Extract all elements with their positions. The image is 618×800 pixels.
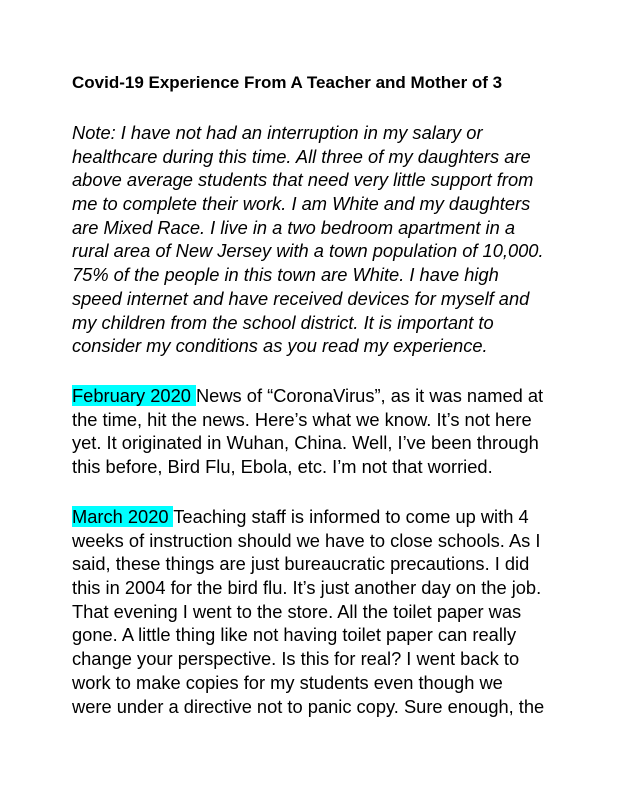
note-line: Note: I have not had an interruption in my salary or bbox=[72, 122, 483, 143]
document-title: Covid-19 Experience From A Teacher and Mother of 3 bbox=[72, 73, 503, 92]
note-line: 75% of the people in this town are White. I have high bbox=[72, 264, 499, 286]
february-line: yet. It originated in Wuhan, China. Well, I’ve been through bbox=[72, 432, 539, 454]
march-line: were under a directive not to panic copy. Sure enough, the bbox=[72, 695, 545, 717]
note-line: rural area of New Jersey with a town population of 10,000. bbox=[72, 240, 544, 262]
note-line: consider my conditions as you read my experience. bbox=[72, 335, 488, 357]
february-line: this before, Bird Flu, Ebola, etc. I’m not that worried. bbox=[72, 456, 493, 478]
march-paragraph bbox=[72, 505, 572, 718]
february-line: the time, hit the news. Here’s what we know. It’s not here bbox=[72, 408, 532, 430]
march-line: gone. A little thing like not having toilet paper can really bbox=[72, 624, 517, 646]
february-first-line-text: News of “CoronaVirus”, as it was named at bbox=[195, 385, 544, 406]
march-date-highlight: March 2020 bbox=[72, 506, 174, 527]
note-line: above average students that need very little support from bbox=[72, 169, 534, 191]
february-first-line bbox=[72, 384, 572, 408]
note-paragraph bbox=[72, 121, 572, 358]
february-date-highlight: February 2020 bbox=[72, 385, 196, 406]
note-line: my children from the school district. It is important to bbox=[72, 311, 494, 333]
march-line: this in 2004 for the bird flu. It’s just another day on the job. bbox=[72, 577, 542, 599]
february-paragraph bbox=[72, 384, 572, 479]
march-line: change your perspective. Is this for real? I went back to bbox=[72, 648, 520, 670]
march-first-line bbox=[72, 505, 572, 529]
march-line: work to make copies for my students even though we bbox=[72, 671, 503, 693]
note-line: speed internet and have received devices for myself and bbox=[72, 287, 530, 309]
note-line: are Mixed Race. I live in a two bedroom apartment in a bbox=[72, 216, 516, 238]
march-first-line-text: Teaching staff is informed to come up with 4 bbox=[173, 506, 529, 527]
march-line: weeks of instruction should we have to close schools. As I bbox=[72, 529, 541, 551]
note-line: me to complete their work. I am White and my daughters bbox=[72, 193, 531, 215]
note-line: healthcare during this time. All three of my daughters are bbox=[72, 145, 531, 167]
march-line: That evening I went to the store. All the toilet paper was bbox=[72, 600, 522, 622]
march-line: said, these things are just bureaucratic precautions. I did bbox=[72, 553, 530, 575]
